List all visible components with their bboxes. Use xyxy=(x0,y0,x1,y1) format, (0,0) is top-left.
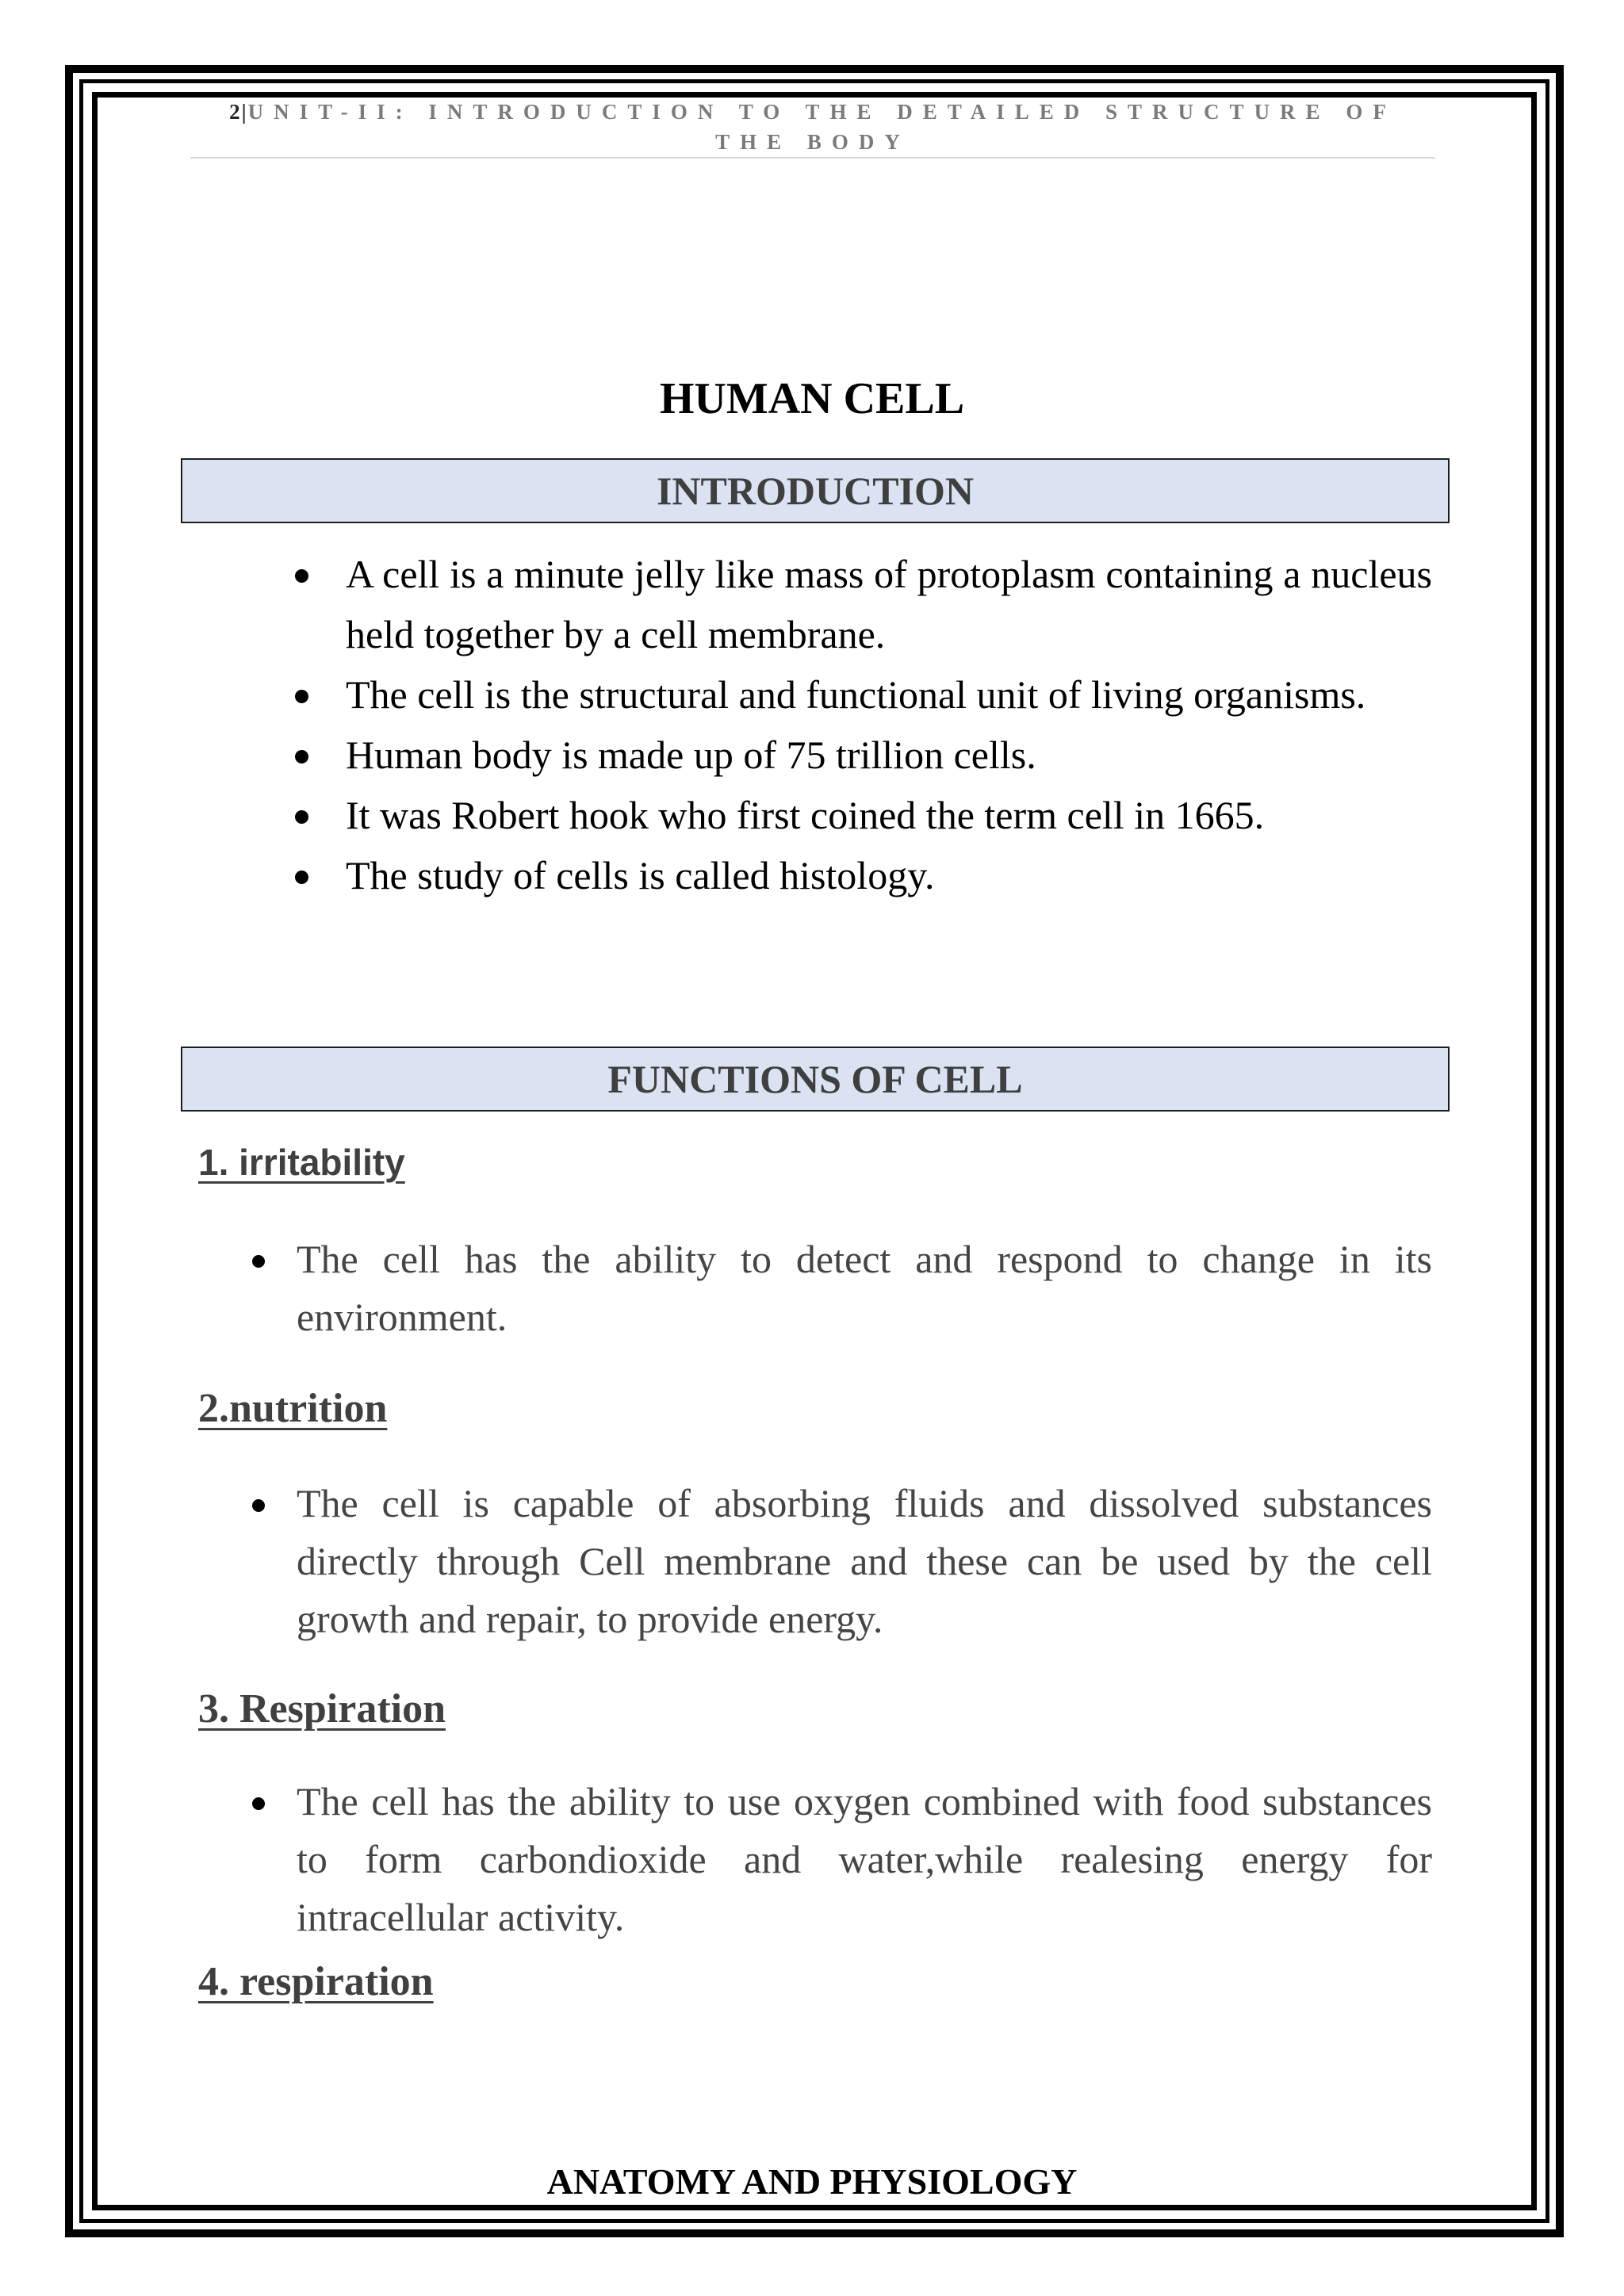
list-item: The cell is the structural and functional unit of living organisms. xyxy=(285,664,1432,725)
subheading-respiration-2: 4. respiration xyxy=(198,1959,434,2004)
subheading-respiration: 3. Respiration xyxy=(198,1686,446,1732)
running-header xyxy=(190,97,1435,157)
introduction-list xyxy=(285,544,1432,905)
list-item: A cell is a minute jelly like mass of protoplasm containing a nucleus held together by a cell membrane. xyxy=(285,544,1432,664)
section-heading-functions: FUNCTIONS OF CELL xyxy=(181,1047,1450,1112)
list-item: It was Robert hook who first coined the term cell in 1665. xyxy=(285,785,1432,845)
page-footer: ANATOMY AND PHYSIOLOGY xyxy=(546,2161,1078,2202)
list-item: The cell has the ability to detect and respond to change in its environment. xyxy=(243,1230,1432,1346)
respiration-list xyxy=(243,1773,1432,1946)
subheading-nutrition: 2.nutrition xyxy=(198,1386,388,1431)
subheading-irritability: 1. irritability xyxy=(198,1142,405,1183)
section-heading-introduction: INTRODUCTION xyxy=(181,458,1450,523)
unit-title: UNIT-II: INTRODUCTION TO THE DETAILED STRUCTURE OF THE BODY xyxy=(247,100,1396,154)
irritability-list xyxy=(243,1230,1432,1346)
list-item: Human body is made up of 75 trillion cells. xyxy=(285,725,1432,785)
header-rule xyxy=(190,157,1435,159)
list-item: The study of cells is called histology. xyxy=(285,845,1432,905)
list-item: The cell is capable of absorbing fluids and dissolved substances directly through Cell membrane and these can be used by the cell growth and repair, to provide energy. xyxy=(243,1475,1432,1648)
page-title: HUMAN CELL xyxy=(659,374,965,423)
header-separator: | xyxy=(241,100,248,124)
nutrition-list xyxy=(243,1475,1432,1648)
list-item: The cell has the ability to use oxygen combined with food substances to form carbondioxide and water,while realesing energy for intracellular activity. xyxy=(243,1773,1432,1946)
page-number: 2 xyxy=(229,100,242,124)
